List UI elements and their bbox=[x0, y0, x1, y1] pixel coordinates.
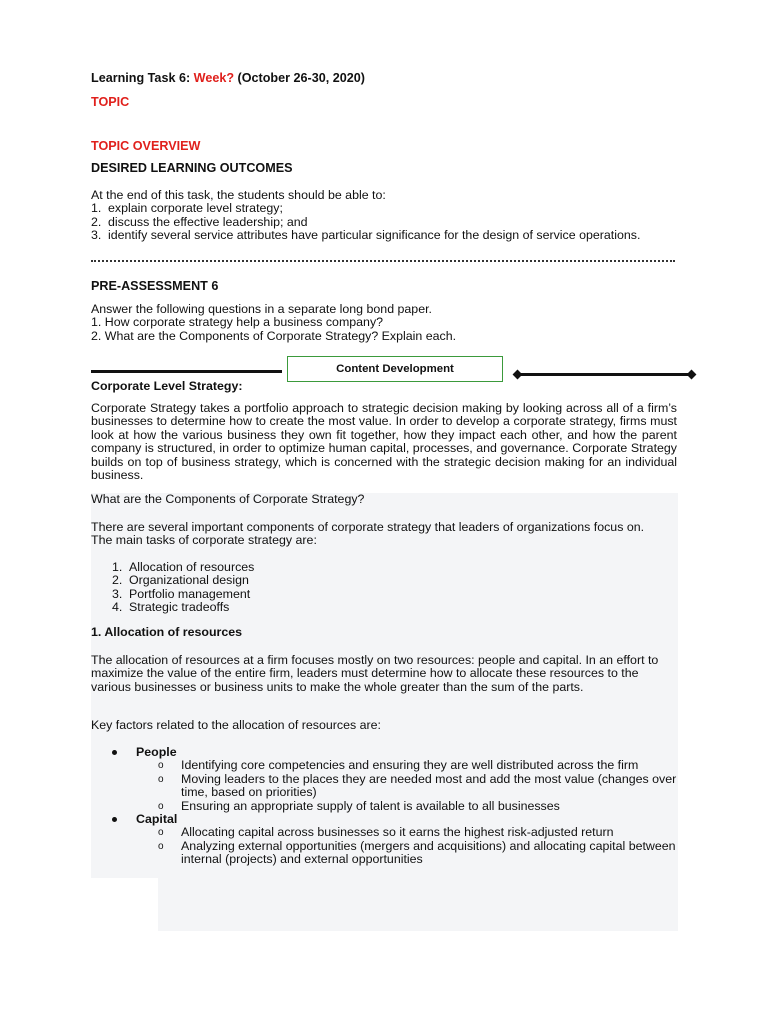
dotted-divider bbox=[91, 260, 675, 264]
main-tasks-list bbox=[112, 561, 254, 615]
preassessment-heading: PRE-ASSESSMENT 6 bbox=[91, 279, 219, 293]
allocation-paragraph: The allocation of resources at a firm focuses mostly on two resources: people and capital. In an effort to maximize the value of the entire firm, leaders must determine how to allocate these resources to the various businesses or business units to make the whole greater than the sum of the parts. bbox=[91, 653, 659, 694]
outcomes-intro: At the end of this task, the students should be able to: bbox=[91, 188, 386, 202]
circle-bullet-icon: o bbox=[158, 840, 164, 852]
key-factors-list bbox=[112, 746, 682, 867]
bullet-icon bbox=[112, 746, 136, 759]
components-intro: There are several important components of corporate strategy that leaders of organizations focus on. The main tasks of corporate strategy are: bbox=[91, 520, 645, 548]
list-item: 4. Strategic tradeoffs bbox=[112, 600, 230, 615]
list-item: o Identifying core competencies and ensuring they are well distributed across the firm bbox=[158, 758, 639, 773]
content-development-box: Content Development bbox=[287, 356, 503, 382]
list-item: 2. Organizational design bbox=[112, 573, 249, 588]
people-sublist bbox=[112, 759, 682, 813]
allocation-heading: 1. Allocation of resources bbox=[91, 625, 243, 639]
components-question: What are the Components of Corporate Strategy? bbox=[91, 492, 365, 506]
list-item: 2. discuss the effective leadership; and bbox=[91, 214, 308, 229]
preassessment-question: 1. How corporate strategy help a business company? bbox=[91, 315, 384, 330]
topic-heading: TOPIC bbox=[91, 95, 130, 109]
outcomes-list bbox=[91, 202, 677, 242]
bullet-icon bbox=[112, 813, 136, 826]
circle-bullet-icon: o bbox=[158, 827, 164, 839]
corporate-level-strategy-heading: Corporate Level Strategy: bbox=[91, 379, 243, 393]
list-item: o Ensuring an appropriate supply of talent is available to all businesses bbox=[158, 798, 560, 813]
diamond-marker-icon bbox=[513, 370, 523, 380]
corporate-strategy-paragraph: Corporate Strategy takes a portfolio approach to strategic decision making by looking across all of a firm’s businesses to determine how to create the most value. In order to develop a corporate strategy, firms must look at how the various business they own fit together, how they impact each other, and how the parent company is structured, in order to optimize human capital, processes, and governance. Corporate Strategy builds on top of business strategy, which is concerned with the strategic decision making for an individual business. bbox=[91, 401, 677, 483]
list-item bbox=[112, 813, 682, 826]
preassessment-block bbox=[91, 303, 677, 343]
list-item: o Analyzing external opportunities (mergers and acquisitions) and allocating capital between internal (projects) and external opportunities bbox=[158, 838, 676, 867]
learning-task-title: Learning Task 6: Week? (October 26-30, 2020) bbox=[91, 71, 365, 85]
left-divider-rule bbox=[91, 370, 282, 373]
panel-notch bbox=[91, 878, 158, 931]
list-item: o Moving leaders to the places they are needed most and add the most value (changes over time, based on priorities) bbox=[158, 771, 677, 800]
circle-bullet-icon: o bbox=[158, 773, 164, 785]
group-label-capital: Capital bbox=[136, 812, 178, 827]
desired-outcomes-heading: DESIRED LEARNING OUTCOMES bbox=[91, 161, 293, 175]
right-divider-rule bbox=[518, 373, 692, 376]
diamond-marker-icon bbox=[687, 370, 697, 380]
list-item: 1. Allocation of resources bbox=[112, 560, 255, 574]
list-item bbox=[112, 746, 682, 759]
group-label-people: People bbox=[136, 745, 177, 759]
key-factors-intro: Key factors related to the allocation of resources are: bbox=[91, 718, 381, 732]
list-item: o Allocating capital across businesses so it earns the highest risk-adjusted return bbox=[158, 825, 614, 840]
preassessment-question: 2. What are the Components of Corporate Strategy? Explain each. bbox=[91, 328, 457, 343]
topic-overview-heading: TOPIC OVERVIEW bbox=[91, 139, 201, 153]
outcomes-block bbox=[91, 189, 677, 243]
list-item: 3. identify several service attributes have particular significance for the design of service operations. bbox=[91, 228, 641, 243]
circle-bullet-icon: o bbox=[158, 760, 164, 772]
capital-sublist bbox=[112, 826, 682, 866]
list-item: 3. Portfolio management bbox=[112, 586, 251, 601]
circle-bullet-icon: o bbox=[158, 800, 164, 812]
preassessment-instruction: Answer the following questions in a separate long bond paper. bbox=[91, 302, 432, 316]
list-item: 1. explain corporate level strategy; bbox=[91, 201, 283, 216]
week-label: Week? bbox=[193, 71, 235, 85]
